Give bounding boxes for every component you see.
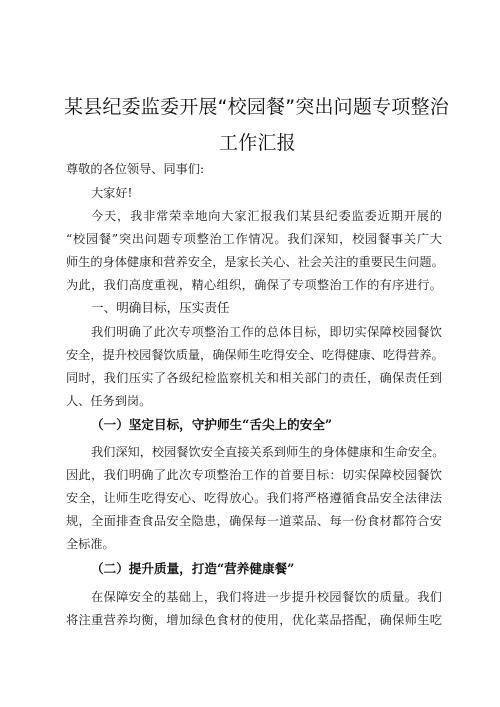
subsection-1-line: 全标准。 — [66, 537, 115, 551]
subsection-2-line: 在保障安全的基础上，我们将进一步提升校园餐饮的质量。我们 — [91, 590, 442, 604]
subsection-1-line: 规，全面排查食品安全隐患，确保每一道菜品、每一份食材都符合安 — [66, 514, 442, 528]
intro-line: 今天，我非常荣幸地向大家汇报我们某县纪委监委近期开展的 — [91, 209, 442, 223]
subsection-1-heading: （一）坚定目标，守护师生“舌尖上的安全” — [91, 417, 333, 432]
subsection-2-heading: （二）提升质量，打造“营养健康餐” — [91, 561, 295, 576]
section-1-line: 同时，我们压实了各级纪检监察机关和相关部门的责任，确保责任到 — [66, 371, 442, 385]
section-1-heading: 一、明确目标，压实责任 — [91, 300, 230, 315]
document-title-line-2: 工作汇报 — [219, 132, 296, 154]
intro-line: “校园餐”突出问题专项整治工作情况。我们深知，校园餐事关广大 — [66, 232, 442, 246]
intro-line: 为此，我们高度重视，精心组织，确保了专项整治工作的有序进行。 — [66, 278, 442, 292]
section-1-line: 我们明确了此次专项整治工作的总体目标，即切实保障校园餐饮 — [91, 325, 442, 339]
salutation: 尊敬的各位领导、同事们: — [66, 162, 205, 176]
intro-line: 师生的身体健康和营养安全，是家长关心、社会关注的重要民生问题。 — [66, 255, 444, 269]
subsection-1-line: 因此，我们明确了此次专项整治工作的首要目标：切实保障校园餐饮 — [66, 468, 442, 482]
section-1-line: 人、任务到岗。 — [66, 394, 152, 408]
greeting: 大家好! — [91, 186, 133, 200]
section-1-line: 安全，提升校园餐饮质量，确保师生吃得安全、吃得健康、吃得营养。 — [66, 348, 444, 362]
subsection-1-line: 我们深知，校园餐饮安全直接关系到师生的身体健康和生命安全。 — [91, 445, 445, 459]
subsection-2-line: 将注重营养均衡，增加绿色食材的使用，优化菜品搭配，确保师生吃 — [66, 613, 442, 627]
subsection-1-line: 安全，让师生吃得安心、吃得放心。我们将严格遵循食品安全法律法 — [66, 491, 442, 505]
document-title-line-1: 某县纪委监委开展“校园餐”突出问题专项整治 — [64, 96, 449, 118]
